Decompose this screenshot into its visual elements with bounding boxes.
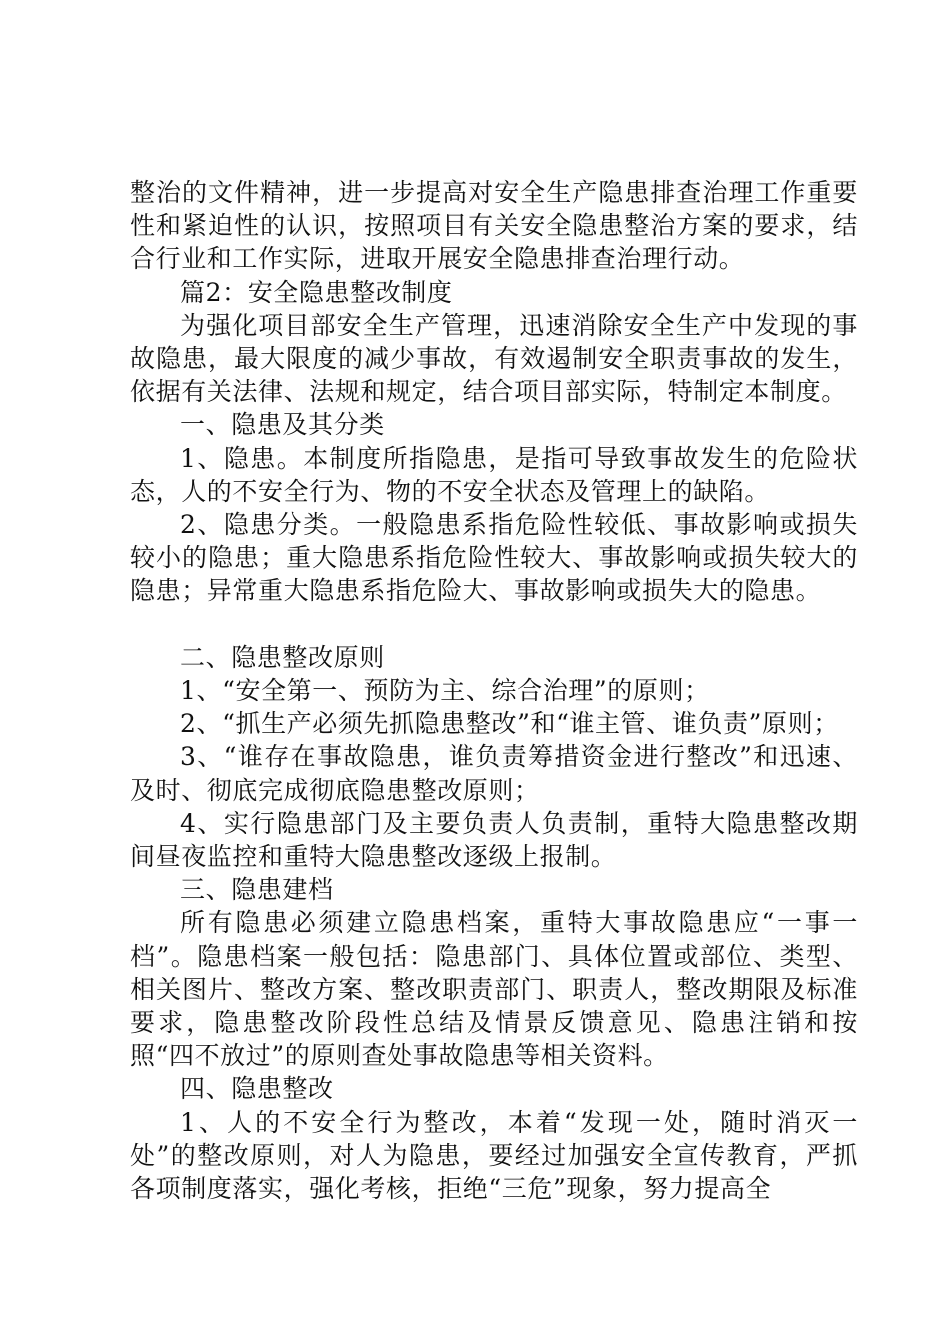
heading-rectification-principles: 二、隐患整改原则 [180,642,385,672]
principle-item-3: 3、“谁存在事故隐患，谁负责筹措资金进行整改”和迅速、及时、彻底完成彻底隐患整改原则； [130,742,858,805]
document-body [130,176,858,1205]
heading-hazard-classification: 一、隐患及其分类 [180,410,385,440]
principle-item-4: 4、实行隐患部门及主要负责人负责制，重特大隐患整改期间昼夜监控和重特大隐患整改逐级上报制。 [130,808,858,872]
paragraph-hazard-definition: 1、隐患。本制度所指隐患，是指可导致事故发生的危险状态，人的不安全行为、物的不安全状态及管理上的缺陷。 [130,443,858,506]
principle-item-2: 2、“抓生产必须先抓隐患整改”和“谁主管、谁负责”原则； [180,709,839,739]
principle-item-1: 1、“安全第一、预防为主、综合治理”的原则； [180,676,710,706]
paragraph-intro-continued: 整治的文件精神，进一步提高对安全生产隐患排查治理工作重要性和紧迫性的认识，按照项目有关安全隐患整治方案的要求，结合行业和工作实际，进取开展安全隐患排查治理行动。 [130,178,858,274]
paragraph-hazard-records: 所有隐患必须建立隐患档案，重特大事故隐患应“一事一档”。隐患档案一般包括：隐患部门、具体位置或部位、类型、相关图片、整改方案、整改职责部门、职责人，整改期限及标准要求，隐患整改阶段性总结及情景反馈意见、隐患注销和按照“四不放过”的原则查处事故隐患等相关资料。 [130,908,858,1071]
blank-line [130,608,858,641]
paragraph-hazard-categories: 2、隐患分类。一般隐患系指危险性较低、事故影响或损失较小的隐患；重大隐患系指危险性较大、事故影响或损失较大的隐患；异常重大隐患系指危险大、事故影响或损失大的隐患。 [130,510,858,606]
section-title-article-2: 篇2：安全隐患整改制度 [180,277,453,307]
heading-hazard-rectification: 四、隐患整改 [180,1074,334,1104]
paragraph-unsafe-behavior: 1、人的不安全行为整改，本着“发现一处，随时消灭一处”的整改原则，对人为隐患，要经过加强安全宣传教育，严抓各项制度落实，强化考核，拒绝“三危”现象，努力提高全 [130,1107,858,1204]
heading-hazard-records: 三、隐患建档 [180,875,334,905]
paragraph-purpose: 为强化项目部安全生产管理，迅速消除安全生产中发现的事故隐患，最大限度的减少事故，有效遏制安全职责事故的发生，依据有关法律、法规和规定，结合项目部实际，特制定本制度。 [130,310,858,407]
